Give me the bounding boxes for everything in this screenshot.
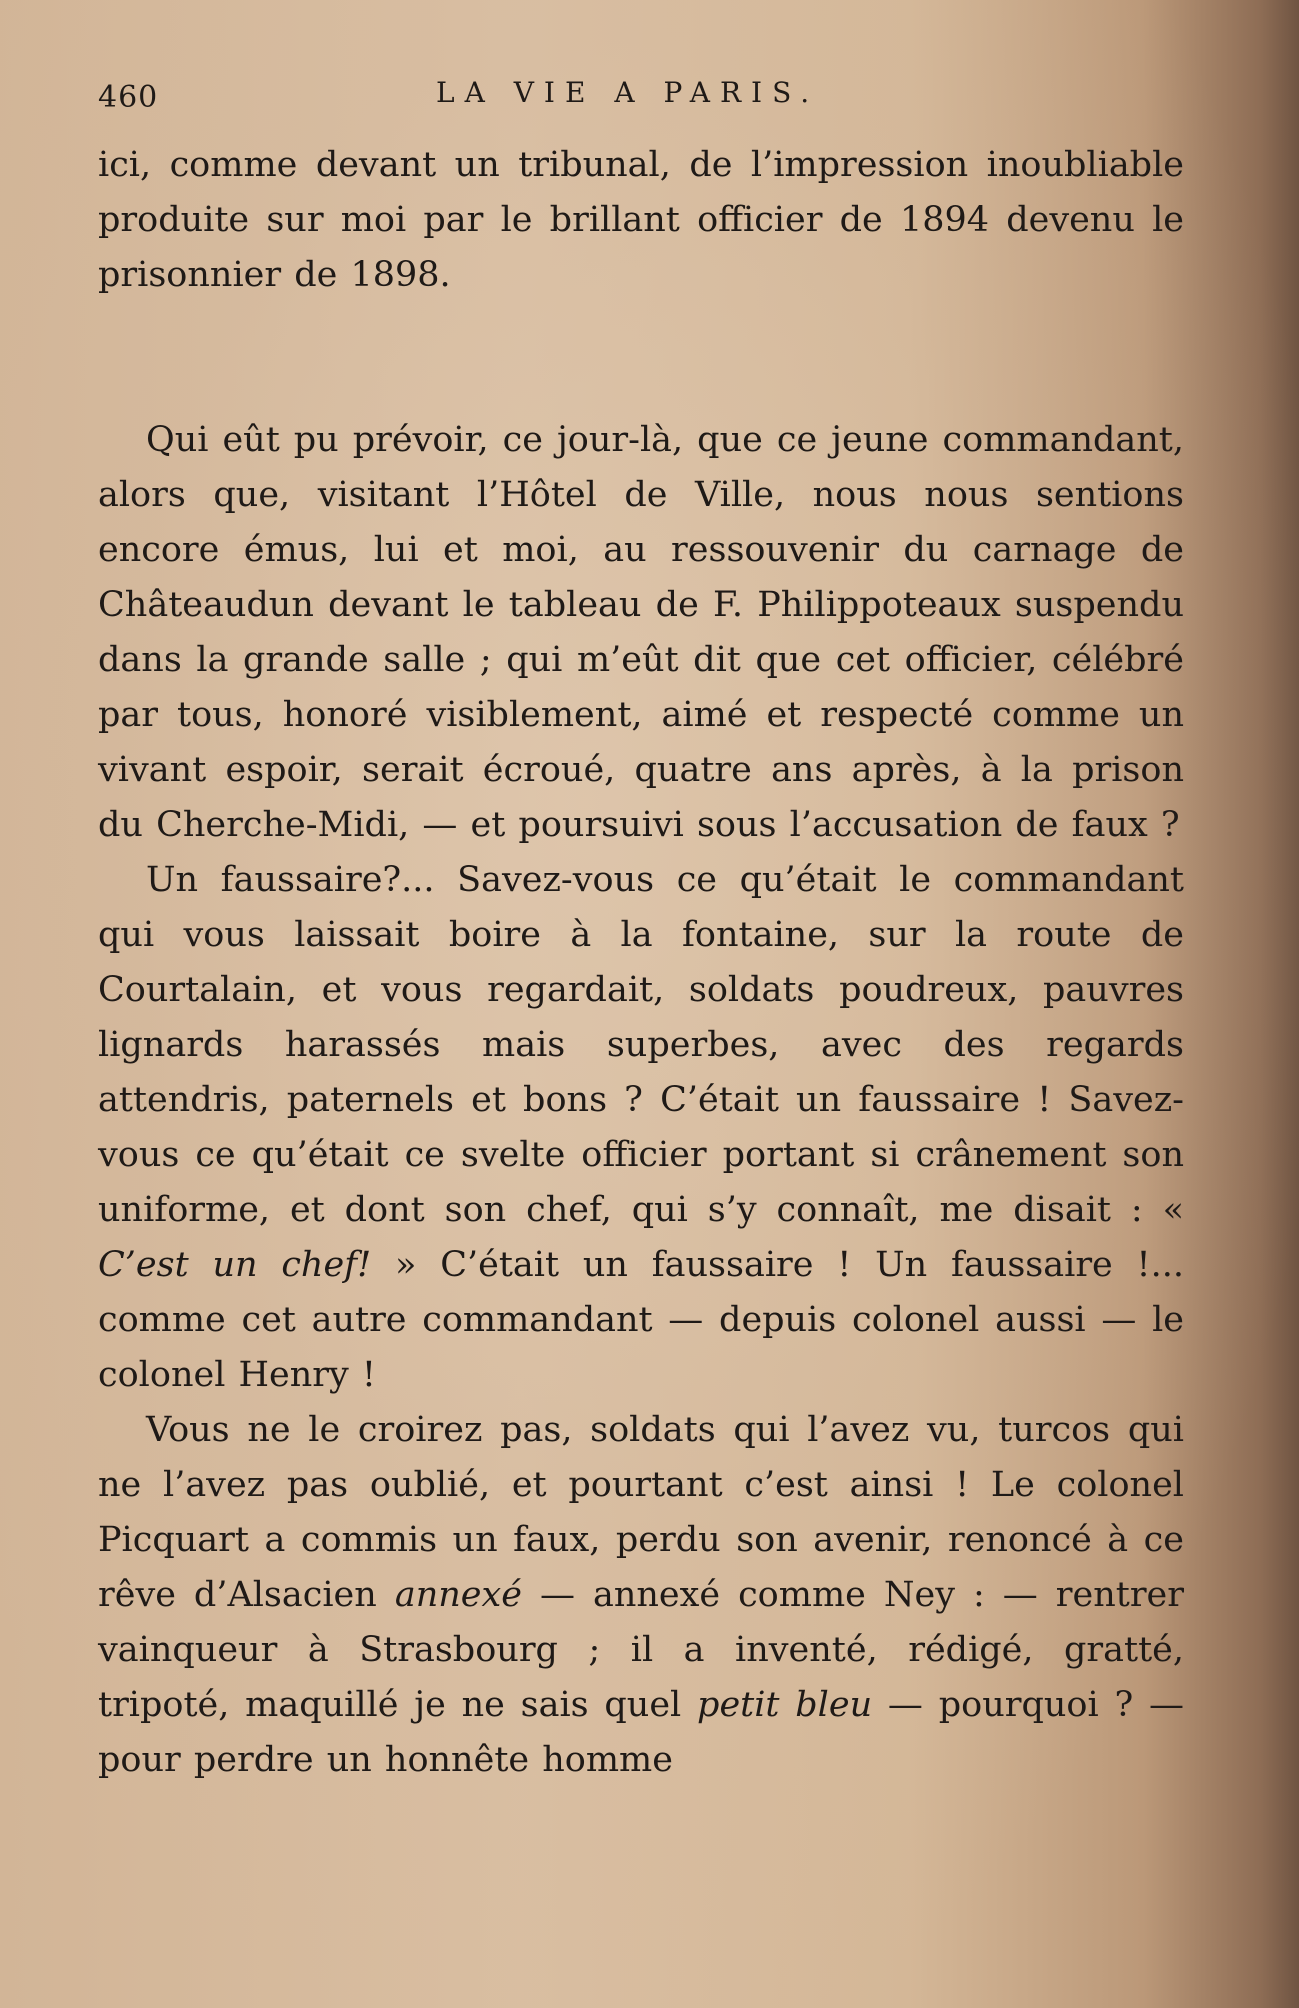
emphasis-annexe: annexé	[394, 1575, 522, 1615]
paragraph-question: Qui eût pu prévoir, ce jour-là, que ce jeune commandant, alors que, visitant l’Hôtel de Ville, nous nous sentions encore émus, lui et moi, au ressouvenir du carnage de Châteaudun devant le tableau de F. Philippoteaux suspendu dans la grande salle ; qui m’eût dit que cet officier, célébré par tous, honoré visiblement, aimé et respecté comme un vivant espoir, serait écroué, quatre ans après, à la prison du Cherche-Midi, — et poursuivi sous l’accusation de faux ?	[98, 420, 1184, 845]
page-number: 460	[98, 80, 159, 115]
paragraph-picquart	[98, 1403, 1184, 1788]
quote-chef: C’est un chef!	[98, 1245, 372, 1285]
section-break	[98, 303, 1184, 413]
paragraph-picquart-text-b: — annexé comme Ney : — rentrer vainqueur à Strasbourg ; il a inventé, rédigé, gratté, tripoté, maquillé je ne sais quel	[98, 1575, 1184, 1725]
paragraph-picquart-text-c: — pourquoi ? — pour perdre un honnête homme	[98, 1685, 1185, 1780]
body-text	[98, 138, 1184, 1788]
paragraph-continuation: ici, comme devant un tribunal, de l’impression inoubliable produite sur moi par le brillant officier de 1894 devenu le prisonnier de 1898.	[98, 145, 1184, 295]
page-header	[96, 72, 1186, 122]
paragraph-faussaire-text-b: » C’était un faussaire ! Un faussaire !... comme cet autre commandant — depuis colonel aussi — le colonel Henry !	[98, 1245, 1184, 1395]
paragraph-faussaire	[98, 853, 1184, 1403]
paragraph-faussaire-text-a: Un faussaire?... Savez-vous ce qu’était le commandant qui vous laissait boire à la fontaine, sur la route de Courtalain, et vous regardait, soldats poudreux, pauvres lignards harassés mais superbes, avec des regards attendris, paternels et bons ? C’était un faussaire ! Savez-vous ce qu’était ce svelte officier portant si crânement son uniforme, et dont son chef, qui s’y connaît, me disait : «	[98, 860, 1184, 1230]
running-title: LA VIE A PARIS.	[436, 76, 820, 109]
emphasis-petit-bleu: petit bleu	[697, 1685, 873, 1725]
paragraph-picquart-text-a: Vous ne le croirez pas, soldats qui l’avez vu, turcos qui ne l’avez pas oublié, et pourtant c’est ainsi ! Le colonel Picquart a commis un faux, perdu son avenir, renoncé à ce rêve d’Alsacien	[98, 1410, 1184, 1615]
